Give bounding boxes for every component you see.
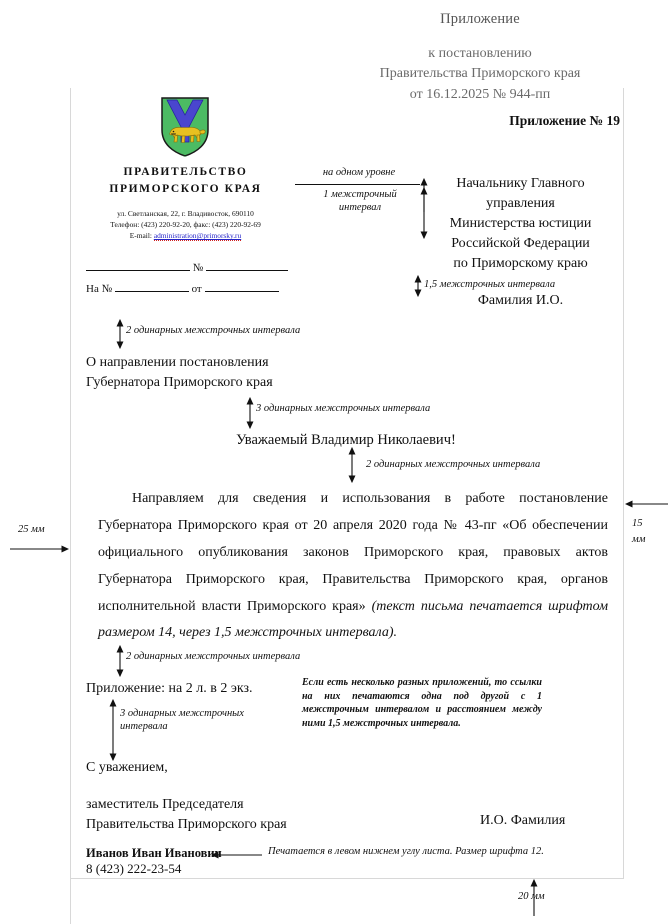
org-name-line1: ПРАВИТЕЛЬСТВО bbox=[123, 166, 248, 178]
margin-right-unit: мм bbox=[632, 533, 646, 545]
organization-name bbox=[78, 164, 293, 197]
incoming-ref-row bbox=[86, 279, 301, 300]
annotation-three-singles-b bbox=[120, 707, 285, 733]
appendix-ref-line3: от 16.12.2025 № 944-пп bbox=[409, 86, 551, 102]
appendix-title bbox=[330, 8, 630, 30]
org-email-row bbox=[78, 230, 293, 241]
page-edge-bottom bbox=[70, 878, 624, 879]
appendix-number: Приложение № 19 bbox=[509, 113, 620, 128]
org-phone: Телефон: (423) 220-92-20, факс: (423) 220-92-69 bbox=[110, 220, 261, 230]
closing-salutation: С уважением, bbox=[86, 760, 168, 775]
annotation-one-and-half-interval: 1,5 межстрочных интервала bbox=[424, 279, 556, 290]
body-part-1: Направляем для сведения и использования в работе постановление Губернатора Приморского края от 20 апреля 2020 года № 43-пг «Об обеспечении официального опубликования законов Приморского края, правовых актов Губернатора Приморского края, Правительства Приморского края, органов исполнительной власти Приморского края» bbox=[98, 491, 608, 614]
addressee-line4: Российской Федерации bbox=[451, 235, 590, 251]
greeting-line: Уважаемый Владимир Николаевич! bbox=[236, 432, 456, 448]
annotation-same-level: на одном уровне bbox=[322, 167, 396, 178]
attachment-line: Приложение: на 2 л. в 2 экз. bbox=[86, 681, 253, 696]
annotation-three-singles-b-l2: интервала bbox=[120, 721, 168, 733]
incoming-date-rule[interactable] bbox=[205, 283, 279, 292]
page-edge-right bbox=[623, 88, 624, 878]
executor-name: Иванов Иван Иванович bbox=[86, 846, 222, 860]
annotation-one-interval-l2: интервал bbox=[338, 202, 382, 214]
addressee-block bbox=[418, 174, 623, 273]
addressee-name: Фамилия И.О. bbox=[477, 293, 564, 308]
appendix-ref-line1: к постановлению bbox=[428, 46, 532, 61]
annotation-divider-rule bbox=[295, 184, 420, 185]
annotation-two-singles-c: 2 одинарных межстрочных интервала bbox=[126, 651, 301, 662]
appendix-reference bbox=[330, 44, 630, 105]
outgoing-ref-row bbox=[86, 258, 301, 279]
signer-title bbox=[86, 795, 386, 836]
appendix-title-text: Приложение bbox=[440, 11, 520, 27]
signer-title-line1: заместитель Председателя bbox=[86, 797, 244, 812]
annotation-three-singles-a: 3 одинарных межстрочных интервала bbox=[256, 403, 431, 414]
incoming-number-rule[interactable] bbox=[115, 283, 189, 292]
appendix-ref-line2: Правительства Приморского края bbox=[379, 66, 581, 82]
annotation-two-singles-b: 2 одинарных межстрочных интервала bbox=[366, 459, 541, 470]
email-link[interactable]: administration@primorsky.ru bbox=[153, 231, 242, 241]
subject-line1: О направлении постановления bbox=[86, 355, 269, 370]
page-edge-left bbox=[70, 88, 71, 924]
outgoing-date-rule[interactable] bbox=[86, 262, 190, 271]
annotation-one-interval-l1: 1 межстрочный bbox=[323, 189, 397, 200]
organization-contacts bbox=[78, 208, 293, 241]
body-part-2-italic: (текст письма печатается шрифтом размером 14, через 1,5 межстрочных интервала). bbox=[98, 598, 609, 641]
annotation-one-interval bbox=[300, 188, 420, 214]
letter-body bbox=[98, 486, 608, 647]
addressee-line1: Начальнику Главного bbox=[456, 176, 585, 191]
margin-label-bottom: 20 мм bbox=[518, 891, 545, 902]
number-symbol: № bbox=[192, 262, 204, 274]
outgoing-number-rule[interactable] bbox=[206, 262, 288, 271]
reference-number-lines bbox=[86, 258, 301, 300]
annotation-two-singles-a: 2 одинарных межстрочных интервала bbox=[126, 325, 301, 336]
incoming-date-label: от bbox=[191, 282, 202, 295]
incoming-prefix: На № bbox=[86, 282, 113, 295]
subject-block bbox=[86, 353, 416, 394]
margin-label-left: 25 мм bbox=[18, 524, 45, 535]
addressee-line2: управления bbox=[486, 195, 555, 211]
margin-right-value: 15 bbox=[632, 518, 643, 529]
primorsky-krai-coat-of-arms-icon bbox=[160, 96, 210, 158]
signer-title-line2: Правительства Приморского края bbox=[86, 817, 287, 833]
margin-label-right bbox=[632, 516, 662, 548]
attachment-note: Если есть несколько разных приложений, то ссылки на них печатаются одна под другой с 1 межстрочным интервалом и расстоянием между ними 1,5 межстрочных интервала. bbox=[302, 677, 542, 729]
executor-phone: 8 (423) 222-23-54 bbox=[86, 861, 182, 876]
executor-note: Печатается в левом нижнем углу листа. Размер шрифта 12. bbox=[268, 846, 544, 857]
signer-name: И.О. Фамилия bbox=[480, 813, 566, 828]
addressee-line3: Министерства юстиции bbox=[449, 215, 592, 231]
email-label: E-mail: bbox=[129, 231, 152, 241]
annotation-three-singles-b-l1: 3 одинарных межстрочных bbox=[120, 708, 244, 719]
org-name-line2: ПРИМОРСКОГО КРАЯ bbox=[109, 182, 262, 195]
addressee-line5: по Приморскому краю bbox=[453, 255, 588, 271]
org-address: ул. Светланская, 22, г. Владивосток, 690110 bbox=[117, 209, 254, 218]
subject-line2: Губернатора Приморского края bbox=[86, 375, 273, 391]
